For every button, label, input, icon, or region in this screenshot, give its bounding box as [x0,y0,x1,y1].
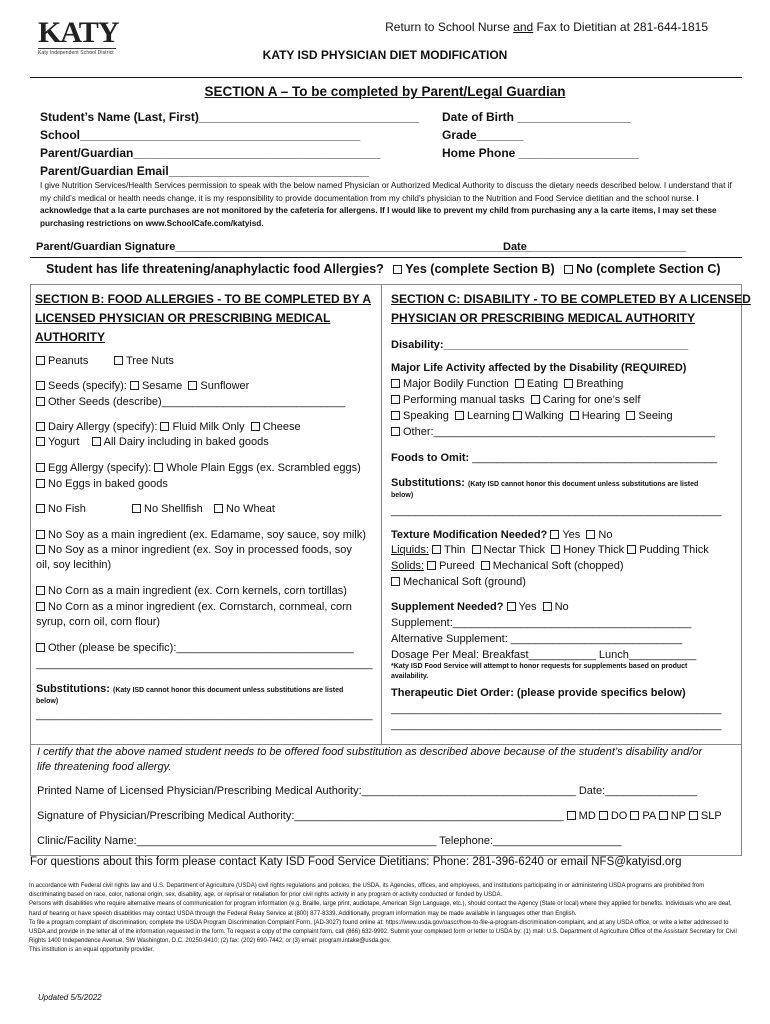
printed-name-field[interactable]: Printed Name of Licensed Physician/Prescribing Medical Authority:___________________________________ Date:_______________ [37,785,697,797]
nectar-thick-checkbox[interactable] [472,545,481,554]
other-allergy-checkbox[interactable] [36,643,45,652]
corn-main-checkbox[interactable] [36,586,45,595]
parent-guardian-field[interactable]: Parent/Guardian_____________________________________ [40,146,381,160]
mech-chopped-checkbox[interactable] [481,561,490,570]
grade-field[interactable]: Grade_______ [442,128,524,142]
all-dairy-checkbox[interactable] [92,437,101,446]
speaking-checkbox[interactable] [391,411,400,420]
other-allergy-line[interactable]: _______________________________________________________ [36,658,373,670]
therapeutic-line-2[interactable]: ______________________________________________________ [391,719,722,731]
no-fish-checkbox[interactable] [36,504,45,513]
no-wheat-checkbox[interactable] [214,504,223,513]
sunflower-checkbox[interactable] [188,381,197,390]
yes-checkbox[interactable] [393,265,402,274]
egg-checkbox[interactable] [36,463,45,472]
contact-line: For questions about this form please contact Katy ISD Food Service Dietitians: Phone: 281-396-6240 or email NFS@katyisd.org [30,856,682,868]
soy-main-checkbox[interactable] [36,530,45,539]
manual-tasks-checkbox[interactable] [391,395,400,404]
fluid-milk-checkbox[interactable] [160,422,169,431]
home-phone-field[interactable]: Home Phone __________________ [442,146,639,160]
column-divider [381,284,382,744]
therapeutic-line-1[interactable]: ______________________________________________________ [391,703,722,715]
np-checkbox[interactable] [659,811,668,820]
bodily-function-checkbox[interactable] [391,379,400,388]
section-b [35,290,371,347]
section-b-title: SECTION B: FOOD ALLERGIES - TO BE COMPLETED BY A LICENSED PHYSICIAN OR PRESCRIBING MEDICAL AUTHORITY [35,292,372,344]
parent-email-field[interactable]: Parent/Guardian Email______________________________ [40,164,369,178]
tree-nuts-checkbox[interactable] [114,356,123,365]
mech-ground-checkbox[interactable] [391,577,400,586]
caring-checkbox[interactable] [531,395,540,404]
nondiscrimination-statement: In accordance with Federal civil rights law and U.S. Department of Agriculture (USDA) civil rights regulations and policies, the USDA, its Agencies, offices, and employees, and institutions participating in or administering USDA programs are prohibited from discriminating based on race, color, national origin, sex, disability, age, or reprisal or retaliation for prior civil rights activity in any program or activity conducted or funded by USDA. Persons with disabilities who require alternative means of communication for program information (e.g. Braille, large print, audiotape, American Sign Language, etc.), should contact the Agency (State or local) where they applied for benefits. Individuals who are deaf, hard of hearing or have speech disabilities may contact USDA through the Federal Relay Service at (800) 877-8339. Additionally, program information may be made available in languages other than English. To file a program complaint of discrimination, complete the USDA Program Discrimination Complaint Form, (AD-3027) found online at: https://www.usda.gov/oascr/how-to-file-a-program-discrimination-complaint, and at any USDA office, or write a letter addressed to USDA and provide in the letter all of the information requested in the form. To request a copy of the complaint form, call (866) 632-9992. Submit your completed form or letter to USDA by: (1) mail: U.S. Department of Agriculture Office of the Assistant Secretary for Civil Rights 1400 Independence Avenue, SW Washington, D.C. 20250-9410; (2) fax: (202) 690-7442; or (3) email: program.intake@usda.gov. This institution is an equal opportunity provider. [29,883,737,954]
cheese-checkbox[interactable] [251,422,260,431]
honey-thick-checkbox[interactable] [551,545,560,554]
other-activity-checkbox[interactable] [391,427,400,436]
section-c-title: SECTION C: DISABILITY - TO BE COMPLETED BY A LICENSED PHYSICIAN OR PRESCRIBING MEDICAL AUTHORITY [391,292,751,325]
alt-supplement-field[interactable]: Alternative Supplement: ____________________________ [391,633,683,645]
parent-signature-date[interactable]: Date__________________________ [503,241,686,253]
section-c [391,290,751,328]
supplement-yes-checkbox[interactable] [507,602,516,611]
disability-field[interactable]: Disability:________________________________________ [391,339,689,351]
logo-subtitle: Katy Independent School District [38,48,116,56]
pa-checkbox[interactable] [630,811,639,820]
dosage-field[interactable]: Dosage Per Meal: Breakfast___________ Lunch___________ [391,649,697,661]
date-of-birth-field[interactable]: Date of Birth _________________ [442,110,631,124]
seeing-checkbox[interactable] [626,411,635,420]
section-b-substitutions-line[interactable]: _______________________________________________________ [36,709,373,721]
sesame-checkbox[interactable] [130,381,139,390]
life-threatening-question: Student has life threatening/anaphylactic food Allergies? Yes (complete Section B) No (complete Section C) [46,262,721,276]
section-a-title: SECTION A – To be completed by Parent/Legal Guardian [204,84,566,99]
foods-to-omit-line[interactable]: ________________________________________ [472,452,717,464]
no-checkbox[interactable] [564,265,573,274]
supplement-no-checkbox[interactable] [543,602,552,611]
section-divider [30,77,742,78]
section-divider [30,257,742,258]
certification-statement: I certify that the above named student needs to be offered food substitution as described above because of the student’s disability and/or life threatening food allergy. [37,746,703,773]
walking-checkbox[interactable] [513,411,522,420]
physician-signature-field[interactable]: Signature of Physician/Prescribing Medical Authority:____________________________________________ MD DO PA NP SLP [37,810,722,822]
do-checkbox[interactable] [599,811,608,820]
no-eggs-checkbox[interactable] [36,479,45,488]
clinic-field[interactable]: Clinic/Facility Name:_________________________________________________ Telephone:_____________________ [37,835,622,847]
texture-yes-checkbox[interactable] [550,530,559,539]
return-instructions: Return to School Nurse and Fax to Dietitian at 281-644-1815 [385,20,708,34]
seeds-checkbox[interactable] [36,381,45,390]
slp-checkbox[interactable] [689,811,698,820]
breathing-checkbox[interactable] [564,379,573,388]
hearing-checkbox[interactable] [570,411,579,420]
student-name-field[interactable]: Student’s Name (Last, First)_________________________________ [40,110,420,124]
md-checkbox[interactable] [567,811,576,820]
logo-wordmark: KATY [38,16,119,49]
learning-checkbox[interactable] [455,411,464,420]
peanuts-checkbox[interactable] [36,356,45,365]
texture-no-checkbox[interactable] [586,530,595,539]
soy-minor-checkbox[interactable] [36,545,45,554]
supplement-field[interactable]: Supplement:_______________________________________ [391,617,692,629]
yogurt-checkbox[interactable] [36,437,45,446]
thin-checkbox[interactable] [432,545,441,554]
parent-signature-field[interactable]: Parent/Guardian Signature__________________________________________________________ [36,241,531,253]
dairy-checkbox[interactable] [36,422,45,431]
updated-date: Updated 5/5/2022 [38,993,102,1002]
section-c-substitutions-line[interactable]: ______________________________________________________ [391,505,722,517]
pureed-checkbox[interactable] [427,561,436,570]
consent-paragraph: I give Nutrition Services/Health Services permission to speak with the below named Physician or Authorized Medical Authority to discuss the dietary needs described below. I understand that if my child’s medical or health needs change, it is my responsibility to provide documentation from my child’s physician to the Nutrition and Food Service dietitian and the school nurse. I acknowledge that a la carte purchases are not monitored by the cafeteria for allergens. If I would like to prevent my child from purchasing any a la carte items, I may set these purchasing restrictions on www.SchoolCafe.com/katyisd. [40,181,732,228]
corn-minor-checkbox[interactable] [36,602,45,611]
other-seeds-checkbox[interactable] [36,397,45,406]
school-field[interactable]: School__________________________________________ [40,128,361,142]
no-shellfish-checkbox[interactable] [132,504,141,513]
pudding-thick-checkbox[interactable] [627,545,636,554]
eating-checkbox[interactable] [515,379,524,388]
whole-eggs-checkbox[interactable] [154,463,163,472]
form-title: KATY ISD PHYSICIAN DIET MODIFICATION [262,48,508,62]
